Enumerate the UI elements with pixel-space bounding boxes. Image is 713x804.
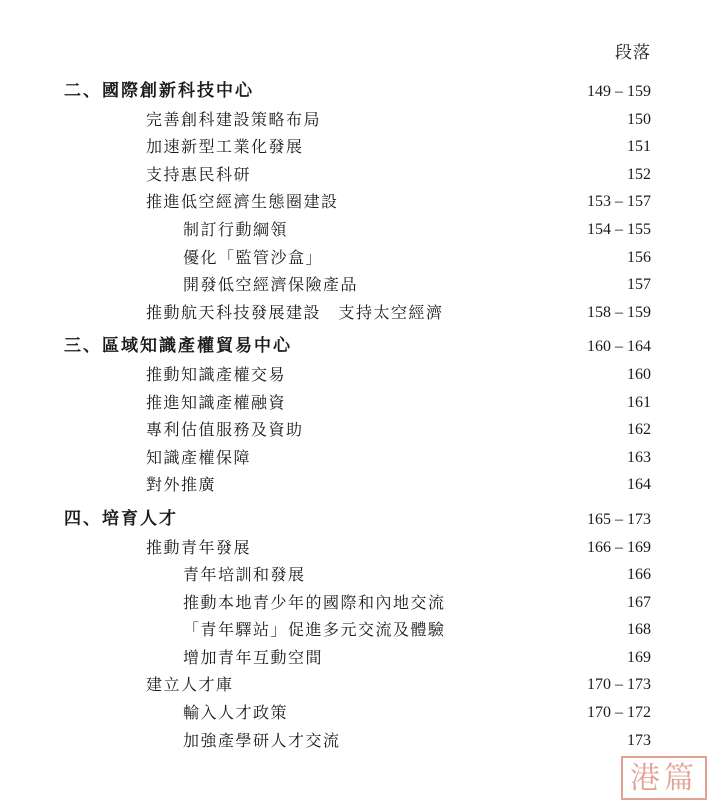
toc-subsection-row xyxy=(0,671,713,699)
toc-subsection-row xyxy=(0,106,713,134)
toc-paragraph-range: 163 xyxy=(627,448,651,466)
toc-item-row xyxy=(0,644,713,672)
toc-item-row xyxy=(0,727,713,755)
toc-paragraph-range: 173 xyxy=(627,731,651,749)
toc-entry-title: 對外推廣 xyxy=(146,475,217,495)
toc-paragraph-range: 170 – 172 xyxy=(587,704,651,722)
seal-stamp: 港篇 xyxy=(621,756,707,800)
table-of-contents xyxy=(0,74,713,754)
toc-item-row xyxy=(0,589,713,617)
toc-paragraph-range: 154 – 155 xyxy=(587,220,651,238)
toc-entry-title: 加強產學研人才交流 xyxy=(183,730,341,750)
toc-paragraph-range: 157 xyxy=(627,276,651,294)
toc-subsection-row xyxy=(0,389,713,417)
toc-paragraph-range: 166 xyxy=(627,566,651,584)
toc-paragraph-range: 152 xyxy=(627,165,651,183)
toc-item-row xyxy=(0,561,713,589)
toc-item-row xyxy=(0,216,713,244)
toc-paragraph-range: 150 xyxy=(627,110,651,128)
toc-entry-title: 推動本地青少年的國際和內地交流 xyxy=(183,592,446,612)
toc-paragraph-range: 151 xyxy=(627,138,651,156)
column-header-paragraph: 段落 xyxy=(615,43,651,63)
toc-section-row xyxy=(0,333,713,361)
toc-paragraph-range: 156 xyxy=(627,248,651,266)
toc-entry-title: 制訂行動綱領 xyxy=(183,219,289,239)
toc-subsection-row xyxy=(0,133,713,161)
toc-subsection-row xyxy=(0,299,713,327)
toc-subsection-row xyxy=(0,471,713,499)
toc-entry-title: 推動青年發展 xyxy=(146,537,252,557)
toc-paragraph-range: 164 xyxy=(627,476,651,494)
toc-paragraph-range: 153 – 157 xyxy=(587,193,651,211)
toc-entry-title: 二、國際創新科技中心 xyxy=(64,81,254,101)
toc-entry-title: 優化「監管沙盒」 xyxy=(183,247,324,267)
toc-entry-title: 四、培育人才 xyxy=(64,508,178,529)
toc-entry-title: 推進知識產權融資 xyxy=(146,392,287,412)
toc-item-row xyxy=(0,271,713,299)
toc-subsection-row xyxy=(0,188,713,216)
toc-entry-title: 「青年驛站」促進多元交流及體驗 xyxy=(183,620,446,640)
toc-paragraph-range: 160 xyxy=(627,365,651,383)
toc-paragraph-range: 161 xyxy=(627,393,651,411)
toc-entry-title: 加速新型工業化發展 xyxy=(146,137,304,157)
toc-subsection-row xyxy=(0,361,713,389)
toc-subsection-row xyxy=(0,161,713,189)
toc-paragraph-range: 167 xyxy=(627,593,651,611)
toc-subsection-row xyxy=(0,444,713,472)
toc-entry-title: 專利估值服務及資助 xyxy=(146,420,304,440)
toc-paragraph-range: 166 – 169 xyxy=(587,538,651,556)
toc-item-row xyxy=(0,244,713,272)
toc-item-row xyxy=(0,616,713,644)
toc-paragraph-range: 160 – 164 xyxy=(587,338,651,356)
toc-entry-title: 推動航天科技發展建設 支持太空經濟 xyxy=(146,302,444,322)
toc-entry-title: 推進低空經濟生態圈建設 xyxy=(146,192,339,212)
toc-entry-title: 輸入人才政策 xyxy=(183,703,289,723)
toc-section-row xyxy=(0,506,713,534)
toc-subsection-row xyxy=(0,534,713,562)
toc-paragraph-range: 149 – 159 xyxy=(587,83,651,100)
toc-entry-title: 知識產權保障 xyxy=(146,447,252,467)
toc-item-row xyxy=(0,699,713,727)
toc-paragraph-range: 165 – 173 xyxy=(587,510,651,528)
toc-subsection-row xyxy=(0,416,713,444)
toc-entry-title: 建立人才庫 xyxy=(146,675,234,695)
toc-entry-title: 開發低空經濟保險產品 xyxy=(183,275,359,295)
toc-entry-title: 推動知識產權交易 xyxy=(146,364,287,384)
toc-entry-title: 支持惠民科研 xyxy=(146,164,252,184)
toc-paragraph-range: 169 xyxy=(627,648,651,666)
toc-paragraph-range: 162 xyxy=(627,421,651,439)
toc-paragraph-range: 170 – 173 xyxy=(587,676,651,694)
toc-paragraph-range: 168 xyxy=(627,621,651,639)
toc-paragraph-range: 158 – 159 xyxy=(587,303,651,321)
toc-entry-title: 青年培訓和發展 xyxy=(183,565,306,585)
toc-section-row xyxy=(0,78,713,106)
toc-entry-title: 完善創科建設策略布局 xyxy=(146,109,322,129)
toc-entry-title: 增加青年互動空間 xyxy=(183,647,324,667)
toc-entry-title: 三、區域知識產權貿易中心 xyxy=(64,336,292,357)
